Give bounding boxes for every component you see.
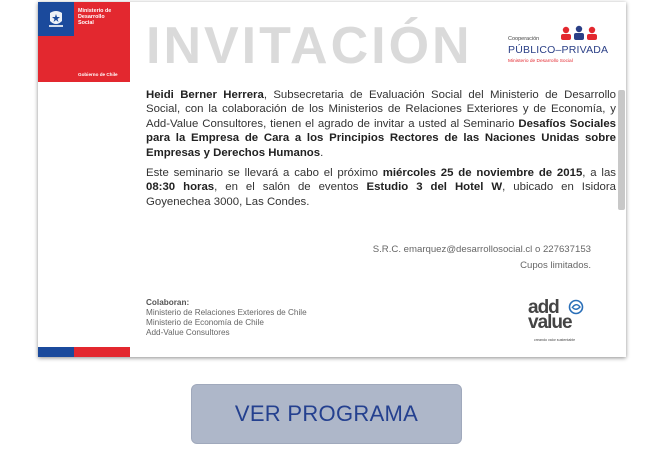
rsvp-limited: Cupos limitados.	[520, 260, 591, 271]
event-date: miércoles 25 de noviembre de 2015	[382, 167, 583, 180]
details-text-b: , a las	[582, 167, 616, 180]
details-text-c: , en el salón de eventos	[214, 181, 367, 194]
invitation-end: .	[320, 146, 324, 159]
add-value-logo	[528, 298, 586, 346]
collaborators-label: Colaboran:	[146, 298, 190, 307]
details-text-d: , ubicado en Isidora Goyenechea 3000, Las Condes.	[146, 181, 616, 208]
coop-publico-privada: PÚBLICO–PRIVADA	[508, 44, 609, 56]
scrollbar-track[interactable]	[617, 2, 626, 357]
ver-programa-button[interactable]: VER PROGRAMA	[191, 384, 462, 444]
coop-label: Cooperación	[508, 36, 540, 42]
add-value-word-2: value	[528, 312, 572, 333]
government-logo	[38, 2, 130, 82]
rsvp-contact[interactable]: S.R.C. emarquez@desarrollosocial.cl o 227637153	[372, 244, 591, 255]
ministry-line-3: Social	[78, 20, 94, 27]
ministry-line-1: Ministerio de	[78, 8, 112, 14]
ministry-name	[78, 8, 128, 27]
bottom-flag-strip	[38, 347, 130, 357]
invitation-title: INVITACIÓN	[146, 17, 473, 75]
ministry-line-2: Desarrollo	[78, 14, 105, 21]
details-text-a: Este seminario se llevará a cabo el próximo	[146, 167, 383, 180]
add-value-tagline: creando valor sustentable	[534, 338, 576, 342]
collaborator-item: Ministerio de Economía de Chile	[146, 318, 264, 327]
collaborators-block	[146, 298, 307, 338]
paragraph-invitation	[146, 88, 616, 160]
invitation-body	[146, 88, 616, 215]
collaborator-item: Ministerio de Relaciones Exteriores de Chile	[146, 308, 307, 317]
collaborator-item: Add-Value Consultores	[146, 328, 230, 337]
host-name: Heidi Berner Herrera	[146, 89, 264, 101]
flag-blue	[38, 347, 74, 357]
people-icon	[558, 25, 600, 41]
scrollbar-thumb[interactable]	[618, 90, 625, 210]
rsvp-block	[373, 242, 591, 274]
event-venue: Estudio 3 del Hotel W	[366, 181, 503, 194]
paragraph-details	[146, 166, 616, 209]
flag-red	[74, 347, 130, 357]
add-value-word-1: add	[528, 297, 559, 318]
event-time: 08:30 horas	[146, 181, 215, 194]
coop-ministry: Ministerio de Desarrollo Social	[508, 59, 573, 64]
seminar-name: Desafíos Sociales para la Empresa de Cara a los Principios Rectores de las Naciones Unidas sobre Empresas y Derechos Humanos	[146, 117, 617, 159]
coat-of-arms-icon	[46, 7, 66, 31]
invitation-text: , Subsecretaria de Evaluación Social del Ministerio de Desarrollo Social, con la colaboración de los Ministerios de Relaciones Exteriores y de Economía, y Add-Value Consultores, tienen el agrado de invitar a usted al Seminario	[146, 89, 616, 130]
invitation-card	[38, 2, 626, 357]
gobierno-label: Gobierno de Chile	[78, 72, 118, 77]
